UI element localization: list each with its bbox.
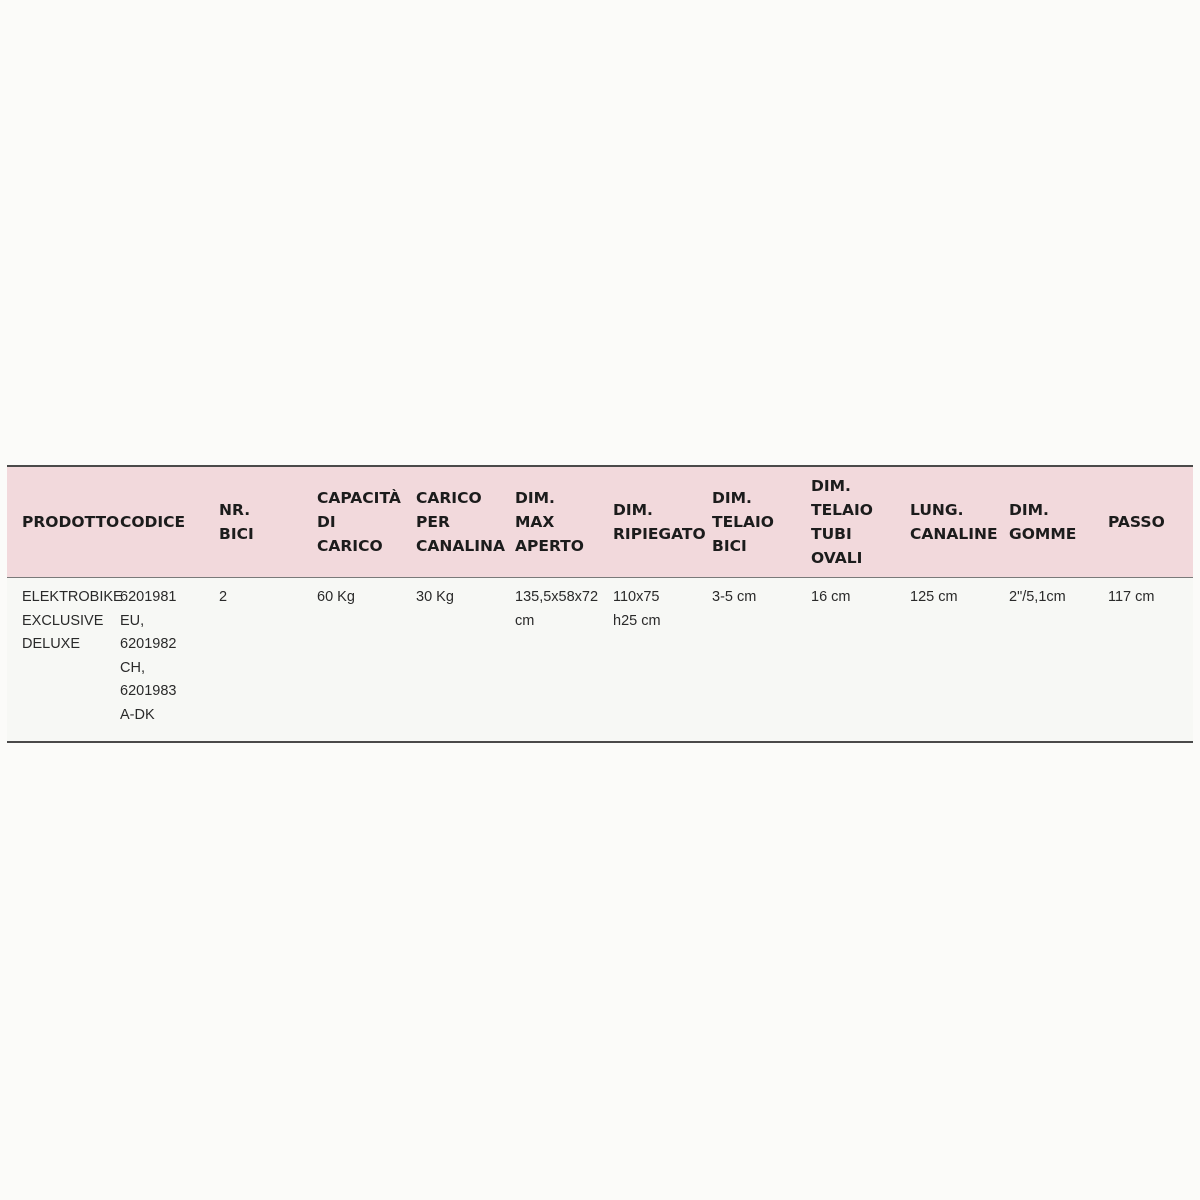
cell-nr-bici: 2 [219,589,228,605]
product-spec-table [7,465,1193,743]
header-carico-per-canalina: CARICO PER CANALINA [416,489,505,555]
cell-capacita-di-carico: 60 Kg [317,589,355,605]
cell-dim-max-aperto: 135,5x58x72 cm [515,589,599,629]
table-header [7,466,1193,578]
header-lung-canaline: LUNG. CANALINE [910,501,998,543]
cell-dim-ripiegato: 110x75 h25 cm [613,589,661,629]
header-dim-telaio-bici: DIM. TELAIO BICI [712,489,774,555]
header-nr-bici: NR. BICI [219,501,254,543]
cell-dim-telaio-bici: 3-5 cm [712,589,757,605]
cell-lung-canaline: 125 cm [910,589,958,605]
header-prodotto: PRODOTTO [22,513,120,531]
cell-passo: 117 cm [1108,589,1155,605]
cell-carico-per-canalina: 30 Kg [416,589,454,605]
header-passo: PASSO [1108,513,1165,531]
header-dim-gomme: DIM. GOMME [1009,501,1077,543]
header-capacita-di-carico: CAPACITÀ DI CARICO [317,489,401,555]
header-codice: CODICE [120,513,186,531]
cell-codice: 6201981 EU, 6201982 CH, 6201983 A-DK [120,589,177,723]
cell-dim-telaio-tubi-ovali: 16 cm [811,589,851,605]
header-dim-max-aperto: DIM. MAX APERTO [515,489,584,555]
header-row [7,466,1193,578]
cell-dim-gomme: 2"/5,1cm [1009,589,1066,605]
header-dim-ripiegato: DIM. RIPIEGATO [613,501,706,543]
table-row [7,578,1193,743]
table-body [7,578,1193,743]
cell-prodotto: ELEKTROBIKE EXCLUSIVE DELUXE [22,589,123,652]
header-dim-telaio-tubi-ovali: DIM. TELAIO TUBI OVALI [811,477,873,567]
